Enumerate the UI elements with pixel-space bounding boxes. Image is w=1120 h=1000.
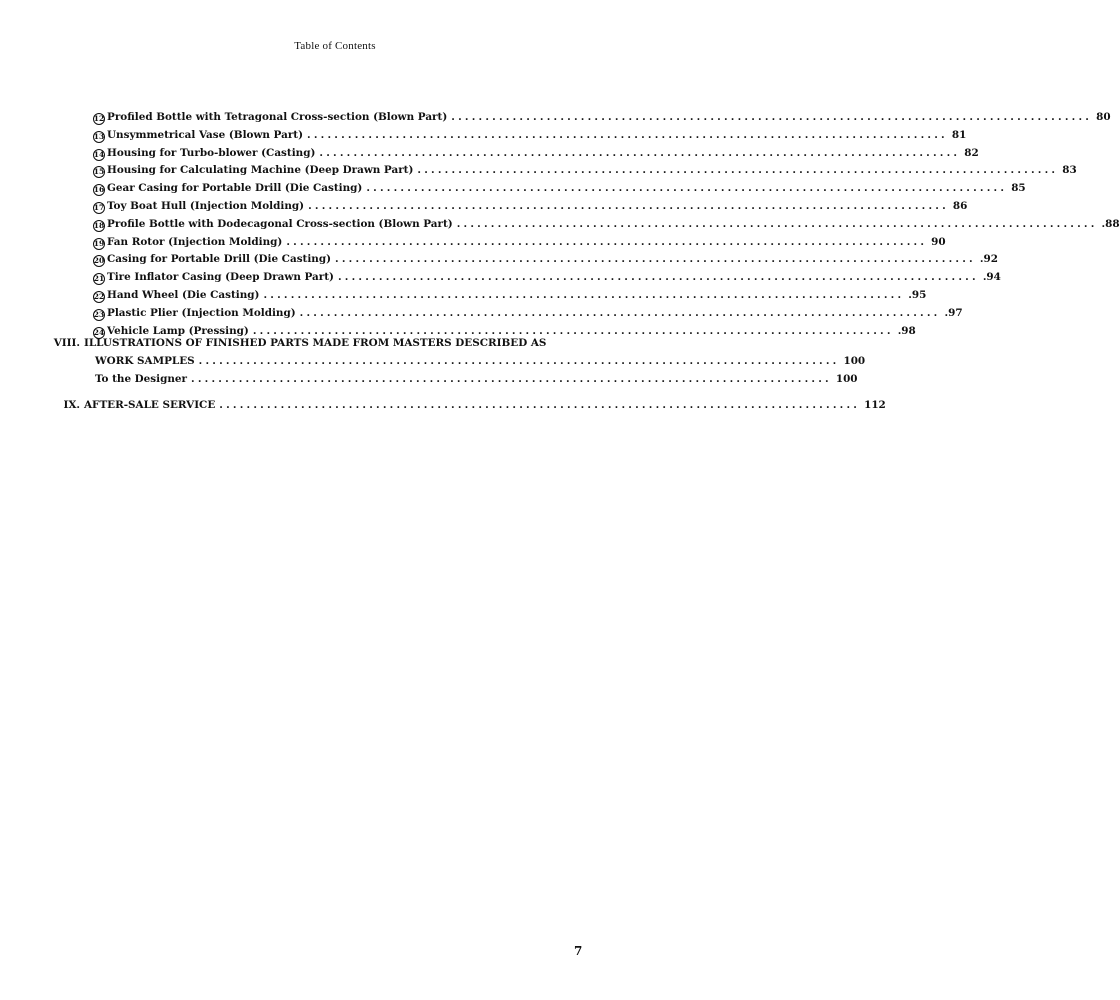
circled-number: 18 bbox=[93, 220, 105, 230]
toc-section-viii-line1 bbox=[40, 336, 590, 350]
dot-leader: .............................................................................................. bbox=[319, 146, 961, 159]
toc-entry bbox=[93, 181, 1026, 195]
section-label: IX. bbox=[63, 399, 80, 411]
page-ref: 85 bbox=[1011, 182, 1026, 195]
dot-leader: .............................................................................................. bbox=[451, 111, 1093, 123]
section-title: ILLUSTRATIONS OF FINISHED PARTS MADE FROM MASTERS DESCRIBED AS bbox=[84, 337, 547, 349]
circled-number: 22 bbox=[93, 292, 105, 301]
entry-title: Gear Casing for Portable Drill (Die Casting) bbox=[107, 182, 363, 195]
dot-leader: .............................................................................................. bbox=[299, 306, 941, 319]
circled-number: 14 bbox=[93, 149, 105, 159]
dot-leader: .............................................................................................. bbox=[337, 271, 979, 284]
dot-leader: .............................................................................................. bbox=[307, 128, 948, 141]
entry-title: Housing for Turbo-blower (Casting) bbox=[107, 146, 316, 159]
dot-leader: .............................................................................................. bbox=[198, 355, 840, 367]
circled-number: 13 bbox=[93, 131, 105, 141]
page-header: Table of Contents bbox=[294, 40, 376, 52]
circled-number: 20 bbox=[93, 256, 105, 266]
subentry-title: To the Designer bbox=[95, 373, 187, 385]
page-ref: 90 bbox=[931, 235, 946, 248]
toc-entry bbox=[93, 199, 968, 213]
page-ref: 100 bbox=[835, 373, 858, 385]
dot-leader: .............................................................................................. bbox=[456, 217, 1098, 230]
entry-title: Tire Inflator Casing (Deep Drawn Part) bbox=[107, 271, 334, 284]
circled-number: 15 bbox=[93, 167, 105, 177]
toc-entry bbox=[93, 270, 1001, 284]
section-label: VIII. bbox=[53, 337, 80, 349]
entry-title: Profiled Bottle with Tetragonal Cross-section (Blown Part) bbox=[107, 111, 448, 123]
circled-number: 23 bbox=[93, 309, 105, 319]
dot-leader: .............................................................................................. bbox=[286, 235, 928, 248]
page-ref: 112 bbox=[864, 399, 886, 411]
page-ref: 80 bbox=[1096, 111, 1111, 123]
toc-entry bbox=[93, 128, 967, 142]
dot-leader: .............................................................................................. bbox=[252, 324, 894, 337]
circled-number: 21 bbox=[93, 274, 105, 284]
toc-subentry-designer bbox=[95, 372, 858, 386]
dot-leader: .............................................................................................. bbox=[219, 399, 861, 411]
entry-title: Profile Bottle with Dodecagonal Cross-section (Blown Part) bbox=[107, 217, 453, 230]
circled-number: 17 bbox=[93, 203, 105, 212]
toc-entry bbox=[93, 217, 1120, 231]
entry-title: Plastic Plier (Injection Molding) bbox=[107, 306, 296, 319]
entry-title: Housing for Calculating Machine (Deep Drawn Part) bbox=[107, 164, 414, 177]
page-ref: .98 bbox=[897, 324, 916, 337]
entry-title: Hand Wheel (Die Casting) bbox=[107, 289, 260, 301]
page-ref: .97 bbox=[944, 306, 963, 319]
toc-entry bbox=[93, 110, 1111, 124]
toc-section-ix bbox=[40, 398, 886, 412]
toc-entry bbox=[93, 306, 963, 320]
toc-entry bbox=[93, 146, 979, 160]
entry-title: Unsymmetrical Vase (Blown Part) bbox=[107, 128, 304, 141]
circled-number: 12 bbox=[93, 114, 105, 123]
dot-leader: .............................................................................................. bbox=[191, 373, 832, 385]
circled-number: 19 bbox=[93, 238, 105, 248]
page-ref: .95 bbox=[908, 289, 927, 301]
page-ref: .92 bbox=[979, 253, 998, 266]
entry-title: Vehicle Lamp (Pressing) bbox=[107, 324, 249, 337]
dot-leader: .............................................................................................. bbox=[335, 253, 976, 266]
toc-section-viii-line2 bbox=[95, 354, 866, 368]
toc-entry bbox=[93, 252, 998, 266]
entry-title: Fan Rotor (Injection Molding) bbox=[107, 235, 283, 248]
page-number: 7 bbox=[574, 944, 583, 958]
page-ref: 81 bbox=[951, 128, 967, 141]
page-ref: 100 bbox=[843, 355, 866, 367]
dot-leader: .............................................................................................. bbox=[263, 289, 905, 301]
circled-number: 16 bbox=[93, 185, 105, 195]
page-ref: 82 bbox=[964, 146, 979, 159]
entry-title: Casing for Portable Drill (Die Casting) bbox=[107, 253, 332, 266]
toc-entry bbox=[93, 288, 927, 302]
page-ref: 86 bbox=[952, 200, 968, 212]
entry-title: Toy Boat Hull (Injection Molding) bbox=[107, 200, 305, 212]
page-ref: 83 bbox=[1062, 164, 1077, 177]
toc-entry bbox=[93, 235, 946, 249]
dot-leader: .............................................................................................. bbox=[366, 182, 1008, 195]
section-title-continued: WORK SAMPLES bbox=[95, 355, 195, 367]
page-ref: .94 bbox=[982, 271, 1001, 284]
toc-entry bbox=[93, 163, 1077, 177]
dot-leader: .............................................................................................. bbox=[417, 164, 1059, 177]
section-title: AFTER-SALE SERVICE bbox=[84, 399, 216, 411]
circled-number: 24 bbox=[93, 327, 105, 337]
page-ref: .88 bbox=[1101, 217, 1120, 230]
dot-leader: .............................................................................................. bbox=[308, 200, 949, 212]
